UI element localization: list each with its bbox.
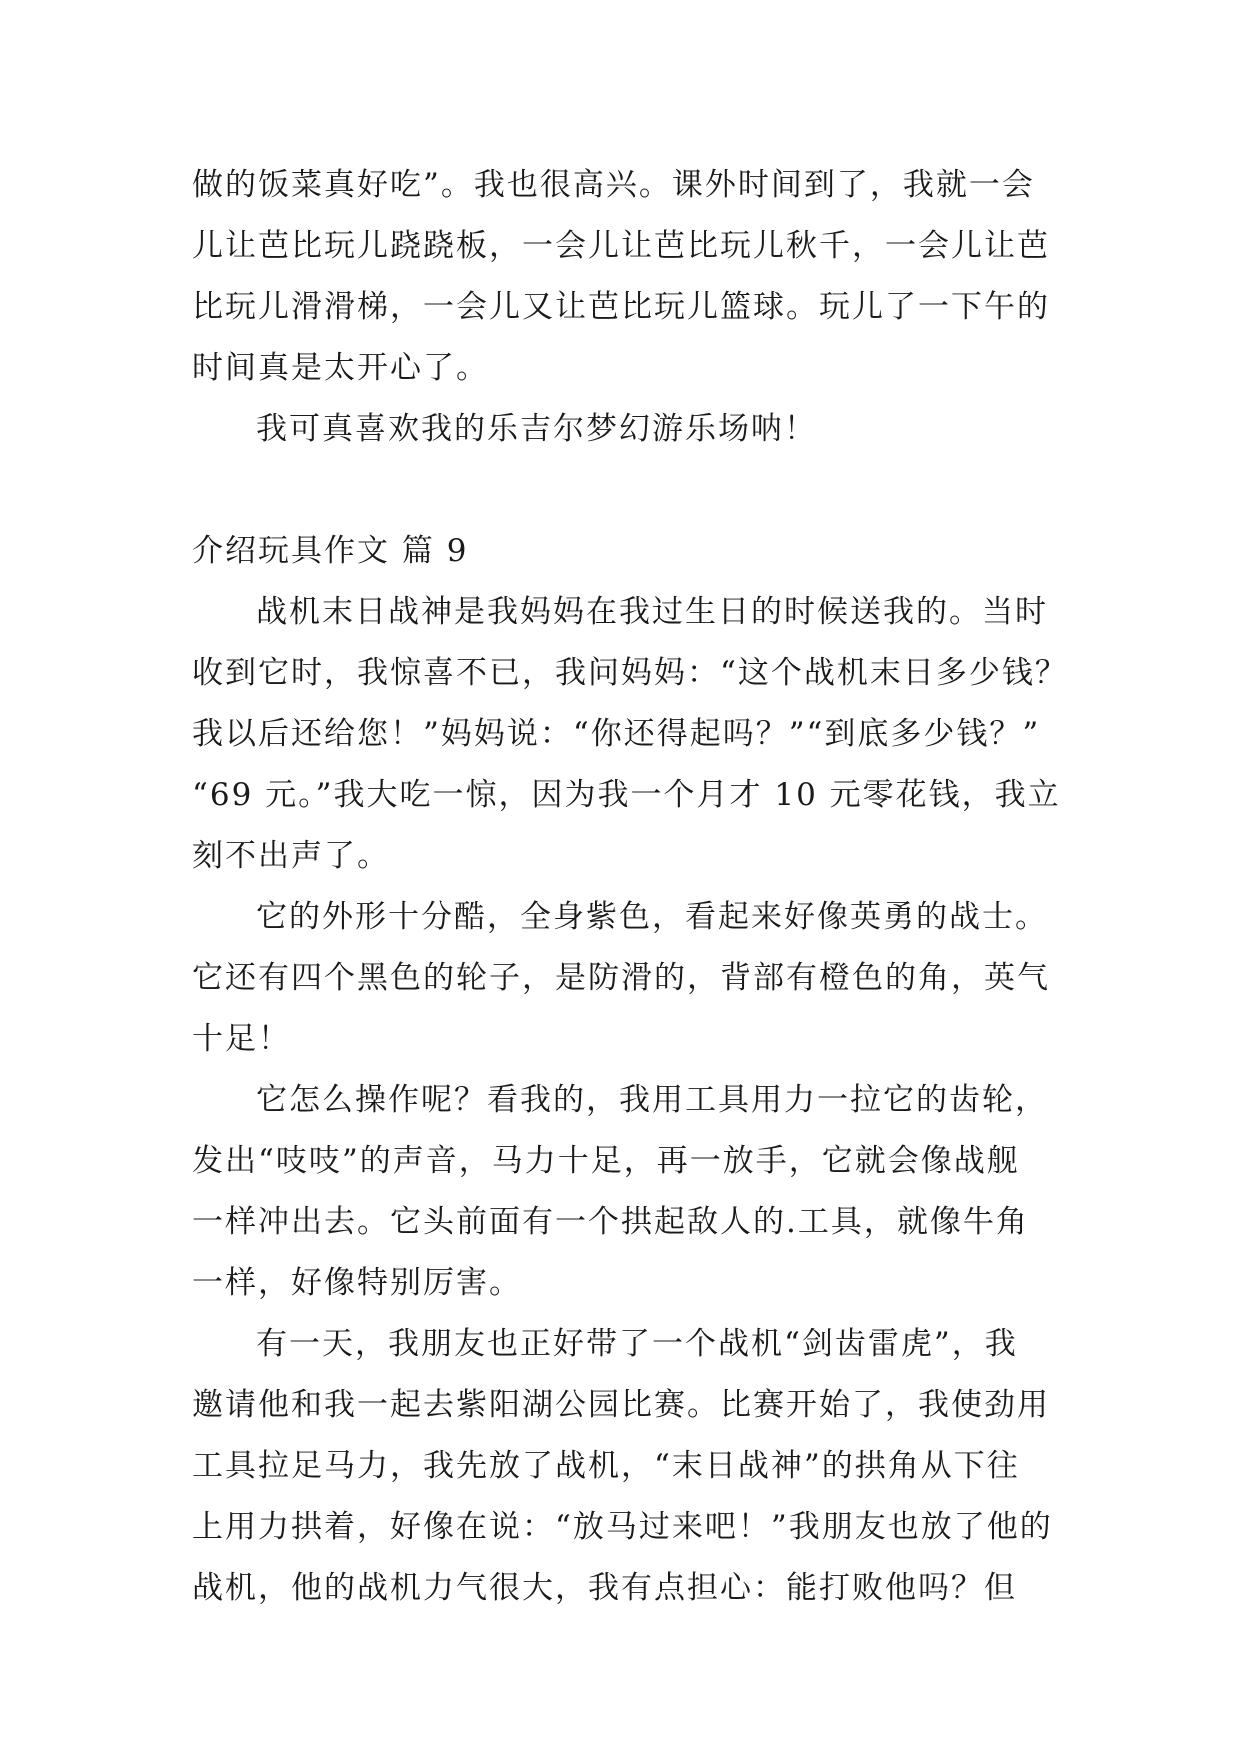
text-line: 工具拉足马力，我先放了战机，“末日战神”的拱角从下往 — [192, 1448, 1020, 1484]
text-line: “69 元。”我大吃一惊，因为我一个月才 10 元零花钱，我立 — [192, 777, 1061, 813]
text-line: 比玩儿滑滑梯，一会儿又让芭比玩儿篮球。玩儿了一下午的 — [192, 289, 1050, 325]
document-page — [192, 155, 1068, 1619]
text-line: 邀请他和我一起去紫阳湖公园比赛。比赛开始了，我使劲用 — [192, 1387, 1050, 1423]
text-line: 上用力拱着，好像在说：“放马过来吧！”我朋友也放了他的 — [192, 1509, 1053, 1545]
text-line: 十足！ — [192, 1021, 291, 1057]
text-line: 做的饭菜真好吃”。我也很高兴。课外时间到了，我就一会 — [192, 167, 1035, 203]
text-line: 刻不出声了。 — [192, 838, 390, 874]
paragraph-start-line: 战机末日战神是我妈妈在我过生日的时候送我的。当时 — [256, 594, 1048, 630]
text-line: 我以后还给您！”妈妈说：“你还得起吗？”“到底多少钱？” — [192, 716, 1041, 752]
section-heading: 介绍玩具作文 篇 9 — [192, 533, 469, 569]
text-line: 收到它时，我惊喜不已，我问妈妈：“这个战机末日多少钱？ — [192, 655, 1068, 691]
text-line: 战机，他的战机力气很大，我有点担心：能打败他吗？但 — [192, 1570, 1017, 1606]
text-line: 儿让芭比玩儿跷跷板，一会儿让芭比玩儿秋千，一会儿让芭 — [192, 228, 1050, 264]
paragraph-start-line: 我可真喜欢我的乐吉尔梦幻游乐场呐！ — [256, 411, 817, 447]
paragraph-start-line: 它的外形十分酷，全身紫色，看起来好像英勇的战士。 — [256, 899, 1048, 935]
text-line: 发出“吱吱”的声音，马力十足，再一放手，它就会像战舰 — [192, 1143, 1020, 1179]
paragraph-start-line: 它怎么操作呢？看我的，我用工具用力一拉它的齿轮， — [256, 1082, 1048, 1118]
text-line: 一样，好像特别厉害。 — [192, 1265, 522, 1301]
text-line: 它还有四个黑色的轮子，是防滑的，背部有橙色的角，英气 — [192, 960, 1050, 996]
text-line: 一样冲出去。它头前面有一个拱起敌人的.工具，就像牛角 — [192, 1204, 1029, 1240]
blank-line — [192, 460, 1052, 521]
text-line: 时间真是太开心了。 — [192, 350, 489, 386]
paragraph-start-line: 有一天，我朋友也正好带了一个战机“剑齿雷虎”，我 — [256, 1326, 1018, 1362]
